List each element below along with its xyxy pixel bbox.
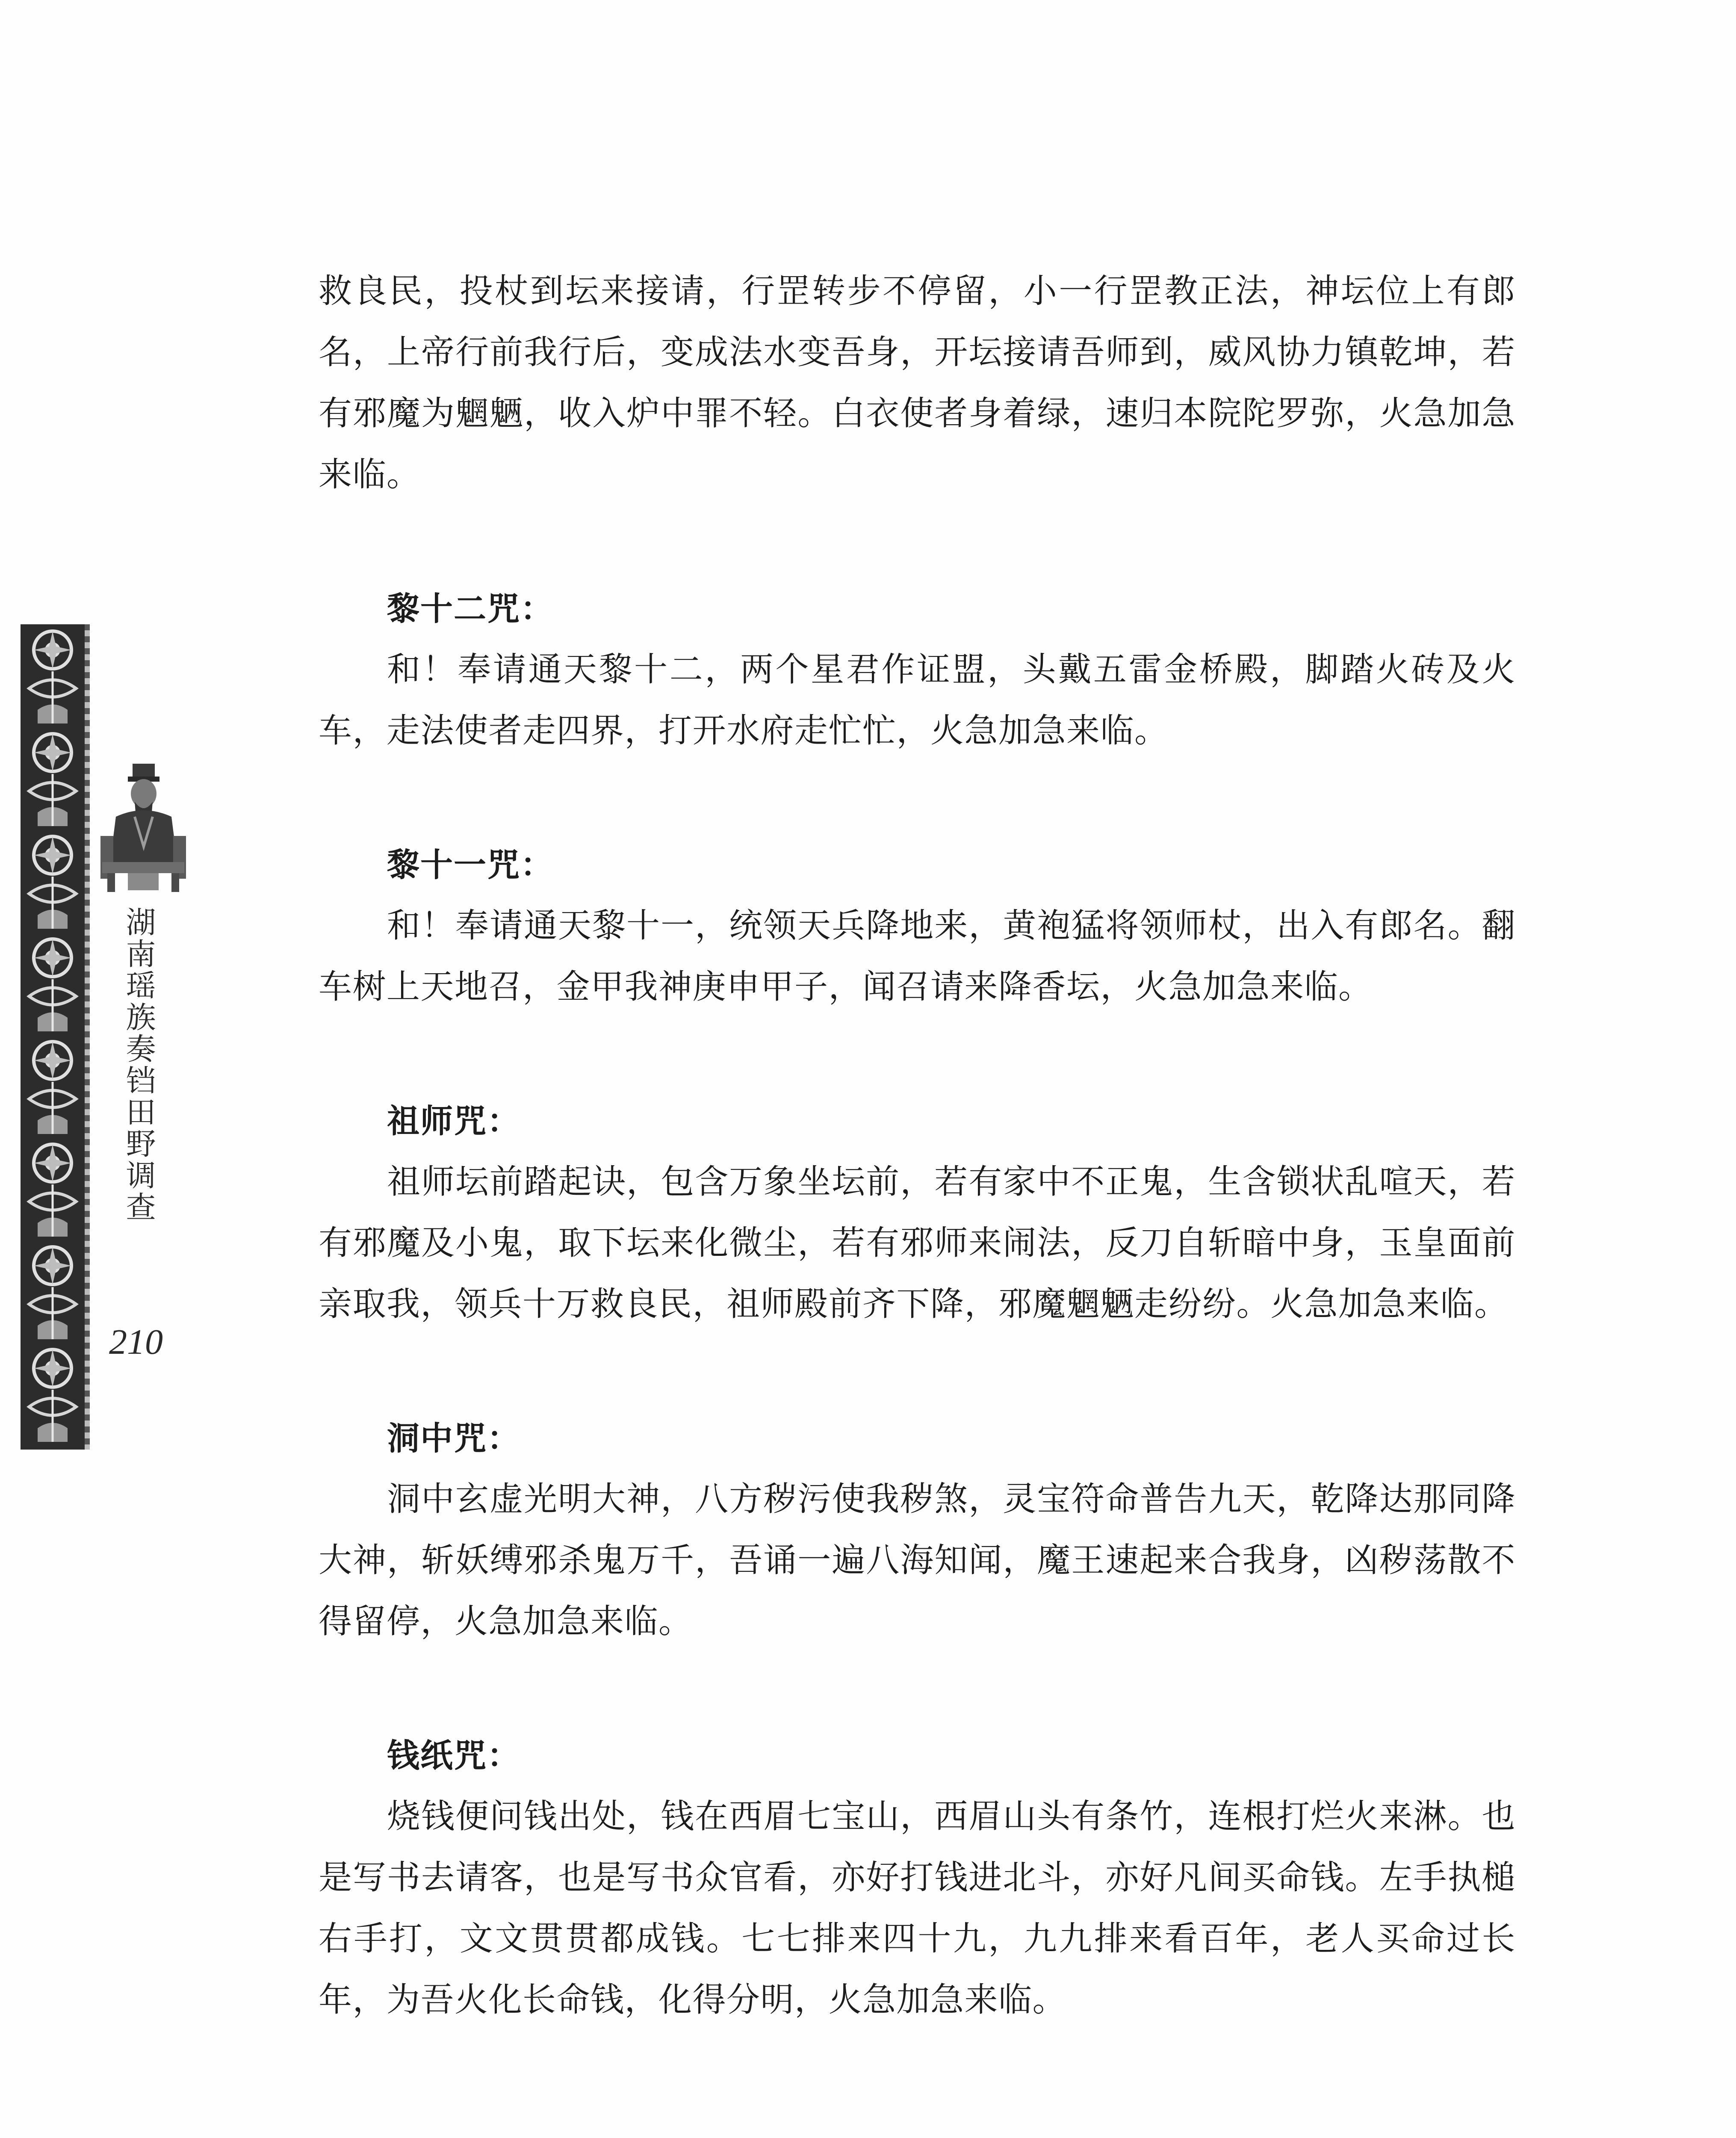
section-li-eleven-incantation <box>319 834 1516 1018</box>
section-paragraph: 烧钱便问钱出处，钱在西眉七宝山，西眉山头有条竹，连根打烂火来淋。也是写书去请客，也是写书众官看，亦好打钱进北斗，亦好凡间买命钱。左手执槌右手打，文文贯贯都成钱。七七排来四十九，九九排来看百年，老人买命过长年，为吾火化长命钱，化得分明，火急加急来临。 <box>319 1797 1516 2019</box>
ornament-pattern-icon <box>21 624 85 1450</box>
section-founder-incantation <box>319 1090 1516 1335</box>
section-heading: 钱纸咒： <box>387 1736 520 1775</box>
section-paragraph: 和！奉请通天黎十一，统领天兵降地来，黄袍猛将领师杖，出入有郎名。翻车树上天地召，金甲我神庚申甲子，闻召请来降香坛，火急加急来临。 <box>319 907 1516 1006</box>
section-paragraph: 和！奉请通天黎十二，两个星君作证盟，头戴五雷金桥殿，脚踏火砖及火车，走法使者走四界，打开水府走忙忙，火急加急来临。 <box>319 650 1516 750</box>
page-content <box>319 261 1516 2031</box>
section-li-twelve-incantation <box>319 578 1516 762</box>
section-cave-incantation <box>319 1408 1516 1652</box>
border-edge-strip <box>85 624 90 1450</box>
book-title-vertical: 湖南瑶族奏铛田野调查 <box>121 907 156 1223</box>
section-paper-money-incantation <box>319 1725 1516 2031</box>
continued-paragraph: 救良民，投杖到坛来接请，行罡转步不停留，小一行罡教正法，神坛位上有郎名，上帝行前我行后，变成法水变吾身，开坛接请吾师到，威风协力镇乾坤，若有邪魔为魍魉，收入炉中罪不轻。白衣使者身着绿，速归本院陀罗弥，火急加急来临。 <box>319 272 1516 494</box>
decorative-border-band <box>21 624 85 1450</box>
section-heading: 黎十二咒： <box>387 590 554 628</box>
section-heading: 黎十一咒： <box>387 846 554 884</box>
section-heading: 祖师咒： <box>387 1102 520 1140</box>
page-number: 210 <box>109 1322 163 1362</box>
section-paragraph: 祖师坛前踏起诀，包含万象坐坛前，若有家中不正鬼，生含锁状乱喧天，若有邪魔及小鬼，取下坛来化微尘，若有邪师来闹法，反刀自斩暗中身，玉皇面前亲取我，领兵十万救良民，祖师殿前齐下降，邪魔魍魉走纷纷。火急加急来临。 <box>319 1163 1516 1323</box>
section-heading: 洞中咒： <box>387 1419 520 1457</box>
seated-figure-portrait-icon <box>92 761 195 894</box>
section-paragraph: 洞中玄虚光明大神，八方秽污使我秽煞，灵宝符命普告九天，乾降达那同降大神，斩妖缚邪杀鬼万千，吾诵一遍八海知闻，魔王速起来合我身，凶秽荡散不得留停，火急加急来临。 <box>319 1480 1516 1641</box>
